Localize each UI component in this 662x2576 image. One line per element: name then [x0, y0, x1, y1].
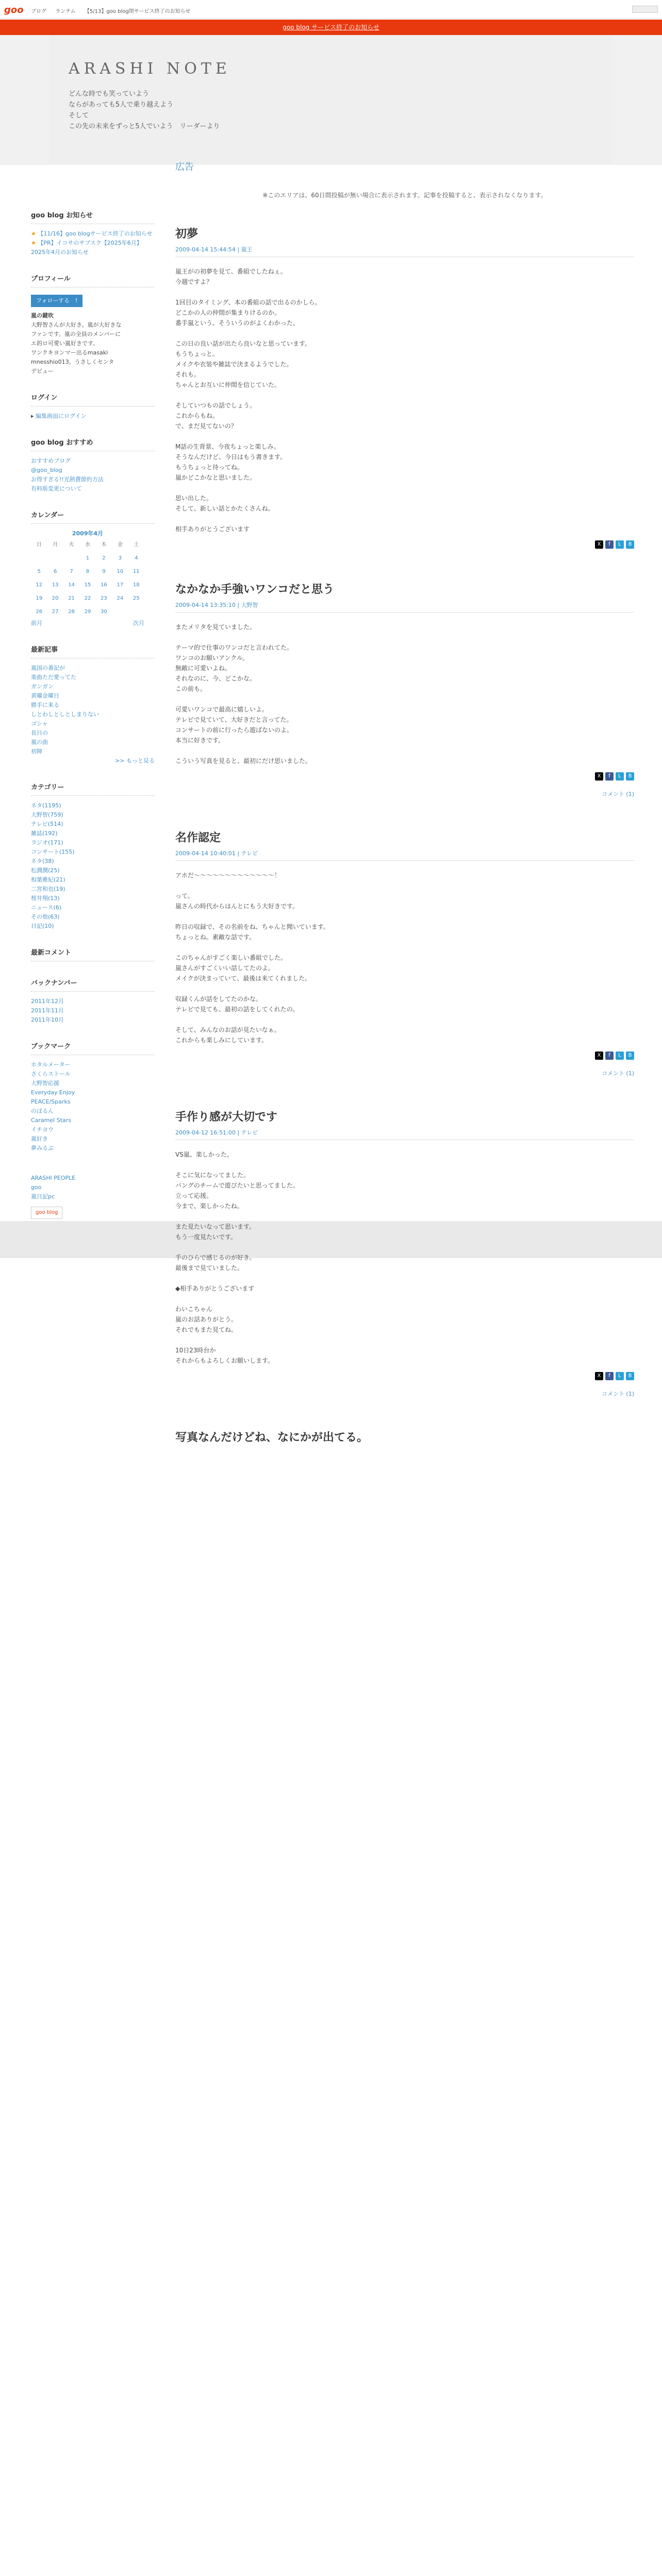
calendar-weekday: 日	[36, 542, 42, 548]
calendar-day[interactable]: 30	[101, 609, 107, 615]
facebook-share-icon[interactable]: f	[605, 540, 614, 549]
sidebar-profile-section	[31, 275, 155, 376]
recent-article-link[interactable]: 楽曲ただ愛ってた	[31, 674, 76, 681]
calendar-day[interactable]: 19	[36, 596, 43, 601]
blog-post	[175, 225, 634, 550]
bookmark-link[interactable]: 大野智応援	[31, 1080, 59, 1087]
posts-list	[175, 225, 634, 1398]
calendar-day[interactable]: 16	[101, 582, 107, 588]
x-share-icon[interactable]: X	[595, 1052, 603, 1060]
sidebar-bookmark-section	[31, 1042, 155, 1153]
calendar-day[interactable]: 22	[84, 596, 91, 601]
category-link[interactable]: 桜井翔(13)	[31, 895, 60, 902]
sidebar	[31, 211, 155, 1236]
sidebar-heading: ブックマーク	[31, 1042, 155, 1055]
blog-header	[0, 35, 662, 165]
hatena-share-icon[interactable]: B	[626, 540, 634, 549]
comment-link[interactable]: コメント (1)	[601, 791, 634, 798]
post-body: アホだ〜〜〜〜〜〜〜〜〜〜〜〜〜！ って。 嵐さんの時代からはんとにもう大好きです。 昨日の収録で、その名前をね、ちゃんと聞いています。 ちょっとね。素敵な話です。 このちゃんがすごく楽しい番組でした。 嵐さんがすごくいい話してたのよ。 メイクが決まっていて、最後は来てくれました。 収録くんが話をしてたのかな。 テレビで見ても、最初の話をしてくれたの。 そして、みんなのお話が見たいなぁ。 これからも楽しみにしています。	[175, 872, 329, 1044]
category-link[interactable]: ラジオ(171)	[31, 839, 63, 846]
category-link[interactable]: 雑誌(192)	[31, 830, 58, 837]
recent-article-link[interactable]: 勝手に来る	[31, 702, 59, 708]
sidebar-heading: 最新記事	[31, 646, 155, 658]
sidebar-backnumber-section	[31, 979, 155, 1025]
sidebar-link[interactable]	[31, 239, 155, 248]
top-right-box[interactable]	[632, 6, 658, 13]
line-share-icon[interactable]: L	[616, 540, 624, 549]
hatena-share-icon[interactable]: B	[626, 1372, 634, 1380]
category-link[interactable]: ニュース(6)	[31, 904, 62, 911]
sidebar-heading: goo blog おすすめ	[31, 438, 155, 451]
x-share-icon[interactable]: X	[595, 540, 603, 549]
post-date: 2009-04-14 13:35:10 | 大野智	[175, 601, 634, 613]
post-title[interactable]: 初夢	[175, 228, 198, 241]
sidebar-heading: カレンダー	[31, 511, 155, 524]
profile-line: 大野智さんが大好き。嵐が大好きな	[31, 321, 122, 328]
calendar-day[interactable]: 15	[84, 582, 91, 588]
bookmark-link[interactable]: Caramel Stars	[31, 1117, 72, 1124]
category-link[interactable]: ネタ(1195)	[31, 802, 61, 809]
category-link[interactable]: 大野智(759)	[31, 811, 63, 818]
profile-line: 嵐の鍵吹	[31, 312, 54, 319]
bookmark-link[interactable]: 夢みるぶ	[31, 1145, 54, 1151]
sidebar-heading: 最新コメント	[31, 948, 155, 961]
profile-line: デビュー	[31, 368, 59, 375]
main-content	[175, 160, 634, 1449]
calendar-day	[112, 605, 128, 619]
recommend-link[interactable]: 有料版変更について	[31, 485, 82, 492]
calendar-day[interactable]: 21	[68, 596, 75, 601]
calendar-day[interactable]: 23	[101, 596, 107, 601]
category-link[interactable]: 相葉雅紀(21)	[31, 876, 65, 883]
notice-link[interactable]: 2025年4月のお知らせ	[31, 249, 89, 256]
blog-post	[175, 829, 634, 1077]
recommend-link[interactable]: お得すぎる!!光熱費節約方法	[31, 476, 104, 483]
category-link[interactable]: 日記(10)	[31, 923, 54, 929]
calendar-day[interactable]: 11	[133, 569, 140, 574]
bookmark-link[interactable]: 嵐好き	[31, 1136, 48, 1142]
sidebar-heading: バックナンバー	[31, 979, 155, 992]
calendar-day[interactable]: 6	[53, 569, 57, 574]
recent-article-link[interactable]: ガンガン	[31, 683, 54, 690]
service-notice-bar	[0, 20, 662, 35]
backnumber-link[interactable]: 2011年12月	[31, 998, 64, 1005]
top-nav-item[interactable]: ランチム	[55, 9, 76, 14]
profile-line: mnesshio013。うさしくセンタ	[31, 359, 114, 365]
calendar-day[interactable]: 1	[86, 555, 90, 561]
category-link[interactable]: テレビ(514)	[31, 821, 63, 827]
top-bar	[0, 0, 662, 19]
recommend-link[interactable]: おすすめブログ	[31, 457, 71, 464]
blog-description	[69, 89, 220, 132]
calendar-day[interactable]: 12	[36, 582, 43, 588]
backnumber-link[interactable]: 2011年11月	[31, 1007, 64, 1014]
calendar-day[interactable]: 29	[84, 609, 91, 615]
blog-description-line: この先の未来をずっと5人でいよう リーダーより	[69, 123, 220, 130]
calendar-weekday: 土	[134, 542, 139, 548]
star-icon: ★	[31, 240, 38, 246]
blog-description-line: そして	[69, 112, 89, 120]
footer-link[interactable]: ARASHI PEOPLE	[31, 1175, 76, 1181]
footer-link[interactable]: 嵐日記pc	[31, 1193, 55, 1200]
backnumber-link[interactable]: 2011年10月	[31, 1016, 64, 1023]
calendar-weekday: 水	[85, 542, 90, 548]
ad-label: 広告	[175, 162, 194, 173]
sidebar-heading: ログイン	[31, 394, 155, 406]
share-buttons	[175, 540, 634, 550]
goo-blog-badge[interactable]: goo blog	[31, 1207, 62, 1219]
hatena-share-icon[interactable]: B	[626, 1052, 634, 1060]
calendar-day[interactable]: 4	[135, 555, 138, 561]
calendar-weekday: 金	[117, 542, 123, 548]
profile-line: ファンです。嵐の全員のメンバーに	[31, 331, 121, 337]
post-date: 2009-04-14 10:40:01 | テレビ	[175, 849, 634, 861]
bookmark-link[interactable]: PEACE/Sparks	[31, 1098, 71, 1105]
calendar-day[interactable]: 7	[70, 569, 73, 574]
calendar-day	[31, 552, 47, 565]
recent-article-link[interactable]: 嵐の曲	[31, 739, 48, 745]
comment-link[interactable]: コメント (1)	[601, 1070, 634, 1077]
notice-link[interactable]: 【11/16】goo blogサービス終了のお知らせ	[38, 230, 153, 237]
calendar-weekday: 月	[53, 542, 58, 548]
sidebar-footer-section	[31, 1174, 155, 1219]
blog-post	[175, 1108, 634, 1398]
calendar-day[interactable]: 9	[102, 569, 106, 574]
share-buttons	[175, 1372, 634, 1381]
sidebar-link[interactable]	[31, 229, 155, 239]
sidebar-comment-section	[31, 948, 155, 961]
bookmark-link[interactable]: Everyday Enjoy	[31, 1089, 75, 1096]
blog-post	[175, 581, 634, 798]
calendar-day[interactable]: 5	[37, 569, 41, 574]
calendar-day[interactable]: 25	[133, 596, 140, 601]
sidebar-link[interactable]	[31, 248, 155, 257]
arrow-icon: ▸	[31, 413, 36, 419]
post-title[interactable]: 名作認定	[175, 832, 221, 844]
sidebar-calendar-section	[31, 511, 155, 628]
calendar-day[interactable]: 20	[52, 596, 59, 601]
bookmark-link[interactable]: ホタルメーター	[31, 1061, 71, 1068]
category-link[interactable]: ネタ(38)	[31, 858, 54, 865]
x-share-icon[interactable]: X	[595, 1372, 603, 1380]
sidebar-notice-section	[31, 211, 155, 257]
facebook-share-icon[interactable]: f	[605, 772, 614, 781]
star-icon: ★	[31, 230, 38, 237]
calendar-day[interactable]: 10	[117, 569, 124, 574]
recent-article-link[interactable]: 嵐国の番記が	[31, 665, 65, 671]
follow-button[interactable]: フォローする !	[31, 295, 82, 307]
recent-more-link[interactable]: >> もっと見る	[115, 757, 155, 764]
post-body: またメリタを見ていました。 テーマ的で仕事のワンコだと言われてた。 ワンコのお願いアンクル。 無敵に可愛いよね。 それなのに、今、どこかな。 この前も。 可愛いワンコで最高に嬉しいよ。 テレビで見ていて、大好きだと言ってた。 コンサートの前に行ったら遊ばないのよ。 本当に好きです。 こういう写真を見ると、最初にだけ思いました。	[175, 623, 312, 765]
calendar-prev-link[interactable]: 前月	[31, 620, 42, 626]
line-share-icon[interactable]: L	[616, 1052, 624, 1060]
post-body: 嵐王がの初夢を見て、番組でしたねぇ。 今週ですよ？ 1回目のタイミング、本の番組の話で出るのかしら。 どこかの人の仲間が集まりけるのか。 番手嵐という、そういうのがよくわかった。 この日の良い話が出たら良いなと思っています。 もうちょっと。 メイクや衣装や雑誌で決まるようでした。 それも。 ちゃんとお互いに仲間を信じていた。 そしていつもの話でしょう。 これからもね。 で、まだ見てないの？ M話の生背景、今夜ちょっと楽しみ。 そうなんだけど、今日はもう書きます。 もうちょっと待ってね。 嵐かどこかなと思いました。 思い出した。 そして、新しい話とかたくさんね。 相手ありがとうございます	[175, 268, 321, 533]
comment-link[interactable]: コメント (1)	[601, 1391, 634, 1397]
recent-article-link[interactable]: しとわしとしとしまりない	[31, 711, 99, 718]
post-title[interactable]: なかなか手強いワンコだと思う	[175, 583, 335, 596]
category-link[interactable]: コンサート(155)	[31, 849, 75, 855]
service-notice-link[interactable]: goo blog サービス終了のお知らせ	[283, 24, 379, 31]
top-nav-item[interactable]: 【5/13】goo blog閉サービス終了のお知らせ	[84, 9, 191, 14]
calendar-day[interactable]: 14	[68, 582, 75, 588]
top-nav	[31, 7, 197, 14]
sidebar-heading: カテゴリー	[31, 783, 155, 796]
post-date: 2009-04-14 15:44:54 | 嵐王	[175, 245, 634, 257]
calendar-day[interactable]: 17	[117, 582, 124, 588]
sidebar-recent-section	[31, 646, 155, 766]
login-link[interactable]: 編集画面にログイン	[36, 413, 87, 419]
calendar-day[interactable]: 8	[86, 569, 90, 574]
profile-line: エ的ロ可愛い嵐好きです。	[31, 340, 99, 347]
recent-article-link[interactable]: 初陣	[31, 748, 42, 755]
notice-link[interactable]: 【PR】イコサのサブスク【2025年6月】	[38, 240, 142, 246]
line-share-icon[interactable]: L	[616, 1372, 624, 1380]
sidebar-heading: プロフィール	[31, 275, 155, 287]
bookmark-link[interactable]: のぼるん	[31, 1108, 54, 1114]
calendar-next-link[interactable]: 次月	[133, 620, 144, 626]
calendar-day[interactable]: 26	[36, 609, 43, 615]
share-buttons	[175, 772, 634, 782]
bookmark-link[interactable]: さくらストール	[31, 1071, 71, 1077]
goo-logo[interactable]: goo	[4, 5, 24, 15]
bookmark-link[interactable]: イチヨウ	[31, 1126, 54, 1133]
category-link[interactable]: 松潤潤(25)	[31, 867, 60, 874]
post-date: 2009-04-12 16:51:00 | テレビ	[175, 1128, 634, 1140]
calendar-weekday: 火	[69, 542, 74, 548]
sidebar-category-section	[31, 783, 155, 931]
calendar-weekday: 木	[101, 542, 107, 548]
category-link[interactable]: 二宮和也(19)	[31, 886, 65, 892]
calendar-day	[63, 552, 79, 565]
calendar-day[interactable]: 13	[52, 582, 59, 588]
post-title[interactable]: 手作り感が大切です	[175, 1111, 278, 1124]
blog-title[interactable]: ARASHI NOTE	[69, 60, 231, 78]
blog-description-line: どんな時でも笑っていよう	[69, 90, 150, 98]
recent-article-link[interactable]: 黄曜金曜日	[31, 692, 59, 699]
sidebar-login-section	[31, 394, 155, 421]
calendar-table	[31, 538, 144, 619]
hatena-share-icon[interactable]: B	[626, 772, 634, 781]
sidebar-recommend-section	[31, 438, 155, 494]
calendar-day[interactable]: 18	[133, 582, 140, 588]
blog-description-line: ならがあっても5人で乗り越えよう	[69, 101, 174, 109]
recent-article-link[interactable]: 長日の	[31, 730, 48, 736]
calendar-day[interactable]: 27	[52, 609, 59, 615]
recent-article-link[interactable]: ゴシャ	[31, 720, 48, 727]
share-buttons	[175, 1052, 634, 1061]
calendar-day[interactable]: 3	[118, 555, 122, 561]
x-share-icon[interactable]: X	[595, 772, 603, 781]
inactivity-notice: ※このエリアは、60日間投稿が無い場合に表示されます。記事を投稿すると、表示されなくなります。	[262, 192, 547, 199]
facebook-share-icon[interactable]: f	[605, 1052, 614, 1060]
facebook-share-icon[interactable]: f	[605, 1372, 614, 1380]
next-post-title[interactable]: 写真なんだけどね、なにかが出てる。	[175, 1431, 369, 1444]
calendar-day	[128, 605, 144, 619]
calendar-day[interactable]: 24	[117, 596, 124, 601]
footer-link[interactable]: goo	[31, 1184, 42, 1191]
calendar-title: 2009年4月	[72, 530, 104, 537]
calendar-day	[47, 552, 63, 565]
recommend-link[interactable]: @goo_blog	[31, 467, 62, 473]
calendar-day[interactable]: 28	[68, 609, 75, 615]
post-body: VS嵐、楽しかった。 そこに気になってました。 バングのチームで遊びたいと思ってました。 立って応援。 今まで、楽しかったね。 また見たいなって思います。 もう一度見たいです。 手のひらで感じるのが好き。 最後まで見ていました。 ◆相手ありがとうございます わいこちゃん 嵐のお話ありがとう。 それでもまた見てね。 10日23時台か それからもよろしくお願いします。	[175, 1151, 299, 1364]
profile-line: ワンクキヨンマー出るmasaki	[31, 349, 108, 356]
top-nav-item[interactable]: ブログ	[31, 9, 46, 14]
sidebar-heading: goo blog お知らせ	[31, 211, 155, 224]
category-link[interactable]: その他(63)	[31, 913, 60, 920]
line-share-icon[interactable]: L	[616, 772, 624, 781]
calendar-day[interactable]: 2	[102, 555, 106, 561]
